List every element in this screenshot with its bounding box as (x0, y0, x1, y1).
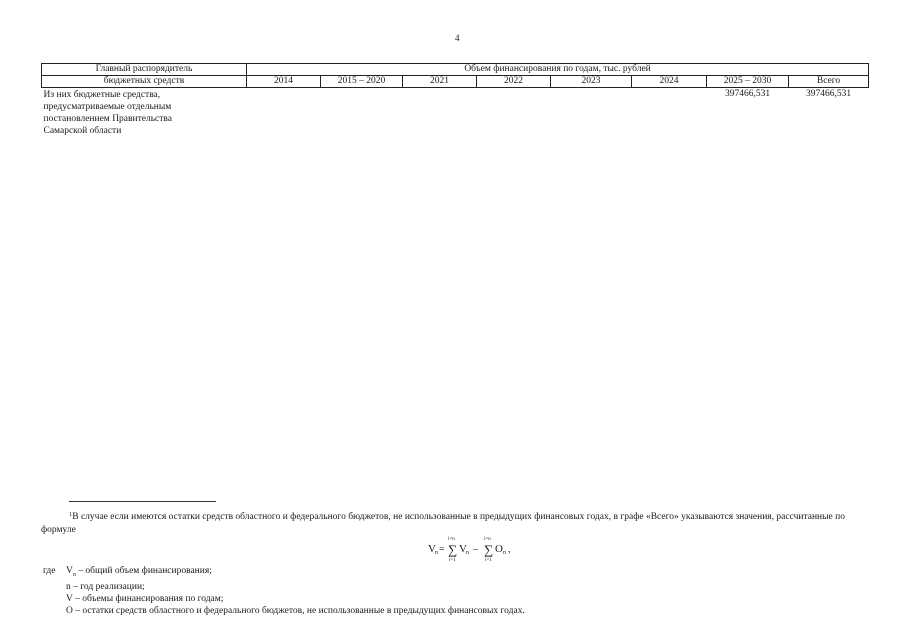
formula (428, 535, 538, 565)
footnote-text: В случае если имеются остатки средств областного и федерального бюджетов, не использованные в предыдущих финансовых годах, в графе «Всего» указываются значения, рассчитанные по формуле (41, 512, 845, 535)
formula-lhs-sub: n (435, 550, 438, 556)
formula-term2: O (495, 543, 503, 555)
formula-lhs: V (428, 543, 436, 555)
legend-item (43, 593, 525, 605)
legend-symbol: V (66, 566, 73, 576)
legend-item (43, 581, 525, 593)
formula-sum2-sigma: ∑ (484, 542, 494, 557)
formula-minus: – (473, 544, 478, 555)
legend-item (43, 565, 525, 581)
formula-eq: = (439, 544, 445, 555)
legend-symbol: O (66, 605, 73, 616)
header-year-2014: 2014 (247, 76, 321, 88)
formula-term1-sub: n (466, 550, 469, 556)
formula-sum2-top: i=n (484, 537, 491, 542)
header-row-2 (42, 76, 869, 88)
header-distributor-line2: бюджетных средств (42, 76, 247, 88)
value-2014 (247, 88, 321, 138)
header-year-2023: 2023 (551, 76, 632, 88)
value-2023 (551, 88, 632, 138)
distributor-line: Из них бюджетные средства, (43, 90, 161, 100)
distributor-line: постановлением Правительства (43, 114, 172, 124)
legend-symbol-sub: n (72, 571, 76, 578)
header-year-2024: 2024 (632, 76, 707, 88)
table-row (42, 88, 869, 138)
formula-graphic (428, 535, 538, 565)
legend-text: – объемы финансирования по годам; (75, 593, 224, 604)
formula-term1: V (459, 543, 467, 555)
legend-text: – год реализации; (73, 581, 145, 592)
legend-item (43, 605, 525, 617)
header-row-1 (42, 64, 869, 76)
footnote-marker: 1 (69, 511, 73, 518)
header-year-2021: 2021 (403, 76, 477, 88)
formula-sum1-sigma: ∑ (448, 542, 458, 557)
legend-lead: где (43, 566, 56, 576)
header-year-2022: 2022 (477, 76, 551, 88)
formula-end: , (508, 544, 511, 555)
distributor-line: Самарской области (43, 126, 122, 136)
formula-sum1-top: i=n (448, 537, 455, 542)
legend-text: – общий объем финансирования; (78, 566, 212, 576)
legend-text: – остатки средств областного и федерального бюджетов, не использованные в предыдущих финансовых годах. (75, 605, 525, 616)
legend-symbol: V (66, 593, 73, 604)
value-total: 397466,531 (805, 89, 852, 99)
value-2015-2020 (321, 88, 403, 138)
formula-legend (43, 565, 525, 617)
value-2025-2030: 397466,531 (724, 89, 771, 99)
distributor-cell (42, 88, 247, 138)
formula-term2-sub: n (503, 550, 506, 556)
funding-table (41, 63, 869, 137)
legend-symbol: n (66, 581, 71, 592)
header-distributor-line1: Главный распорядитель (42, 64, 247, 76)
distributor-line: предусматриваемые отдельным (43, 102, 172, 112)
page-number: 4 (455, 33, 460, 43)
header-total: Всего (789, 76, 869, 88)
value-2021 (403, 88, 477, 138)
footnote (41, 509, 871, 536)
header-year-2015-2020: 2015 – 2020 (321, 76, 403, 88)
footnote-separator (69, 501, 216, 502)
formula-sum2-bottom: i=1 (485, 558, 492, 563)
value-2022 (477, 88, 551, 138)
header-funding: Объем финансирования по годам, тыс. рублей (247, 64, 869, 76)
value-2024 (632, 88, 707, 138)
header-year-2025-2030: 2025 – 2030 (707, 76, 789, 88)
formula-sum1-bottom: i=1 (449, 558, 456, 563)
